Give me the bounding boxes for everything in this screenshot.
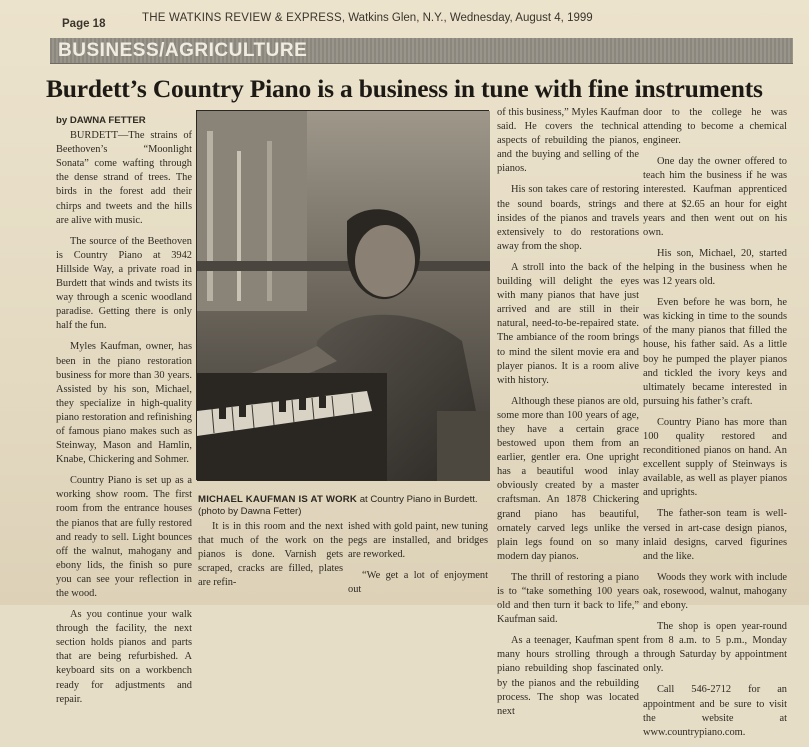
section-banner bbox=[50, 38, 793, 64]
paper-name: THE WATKINS REVIEW & EXPRESS bbox=[142, 12, 342, 24]
paragraph: The father-son team is well-versed in art-case design pianos, inlaid designs, carved figurines and the like. bbox=[643, 508, 787, 562]
paragraph: The source of the Beethoven is Country Piano at 3942 Hillside Way, a private road in Burdett that winds and twists its way through a scenic woodland paradise. Getting there is only half the fun. bbox=[56, 235, 192, 332]
paragraph: As a teenager, Kaufman spent many hours strolling through a piano rebuilding shop fascinated by the pianos and the rebuilding process. The shop was located next bbox=[497, 635, 639, 717]
paragraph: One day the owner offered to teach him the business if he was interested. Kaufman apprenticed there at $2.65 an hour for eight years and then went out on his own. bbox=[643, 156, 787, 238]
article-column-3 bbox=[348, 520, 488, 604]
article-photo bbox=[196, 110, 489, 480]
paragraph: It is in this room and the next that much of the work on the pianos is done. Varnish gets scraped, cracks are filled, plates are refin- bbox=[198, 521, 343, 589]
paragraph: His son, Michael, 20, started helping in the business when he was 12 years old. bbox=[643, 247, 787, 288]
page-number: Page 18 bbox=[62, 18, 106, 30]
paragraph: A stroll into the back of the building will delight the eyes with many pianos that have just arrived and are still in their natural, need-to-be-repaired state. The ambiance of the room brings to mind the silent movie era and player pianos. It is a room alive with history. bbox=[497, 261, 639, 386]
photo-illustration bbox=[197, 111, 490, 481]
paragraph: Although these pianos are old, some more than 100 years of age, they have a certain grace bestowed upon them from an earlier, gentler era. One upright has a beautiful wood inlay obviously created by a master craftsman. An 1878 Chickering grand piano has beautiful, ornately carved legs unlike the plain legs found on so many modern day pianos. bbox=[497, 395, 639, 562]
paragraph: ished with gold paint, new tuning pegs are installed, and bridges are reworked. bbox=[348, 521, 488, 561]
paragraph: Woods they work with include oak, rosewood, walnut, mahogany and ebony. bbox=[643, 571, 787, 611]
paragraph: Even before he was born, he was kicking in time to the sounds of the many pianos that filled the house, his father said. As a little boy he pumped the player pianos and tickled the ivory keys and ultimately became interested in pursuing his father’s craft. bbox=[643, 297, 787, 407]
caption-text: at Country Piano in Burdett. bbox=[357, 494, 478, 505]
section-label: BUSINESS/AGRICULTURE bbox=[58, 40, 308, 61]
paragraph: The thrill of restoring a piano is to “take something 100 years old and then turn it back to life,” Kaufman said. bbox=[497, 571, 639, 626]
paragraph: His son takes care of restoring the sound boards, strings and insides of the pianos and travels extensively to do restorations away from the shop. bbox=[497, 184, 639, 252]
paragraph: BURDETT—The strains of Beethoven’s “Moonlight Sonata” come wafting through the dense strand of trees. The birds in the forest add their chirps and tweets and the hills are alive with music. bbox=[56, 130, 192, 226]
article-column-4 bbox=[497, 106, 639, 726]
dateline: , Watkins Glen, N.Y., Wednesday, August 4, 1999 bbox=[341, 12, 593, 24]
paragraph: “We get a lot of enjoyment out bbox=[348, 570, 488, 596]
photo-caption bbox=[198, 494, 490, 518]
article-headline: Burdett’s Country Piano is a business in tune with fine instruments bbox=[46, 74, 763, 103]
article-column-5 bbox=[643, 106, 787, 747]
article-column-1 bbox=[56, 114, 192, 714]
paragraph: Country Piano is set up as a working show room. The first room from the entrance houses the pianos that are fully restored and ready to sell. Light bounces off the walnut, mahogany and ebony lids, the finish so pure you can see your reflection in the wood. bbox=[56, 475, 192, 599]
paragraph: Myles Kaufman, owner, has been in the piano restoration business for more than 30 years. Assisted by his son, Michael, they specialize in high-quality piano restoration and refinishing of famous piano makes such as Steinway, Mason and Hamlin, Knabe, Chickering and Sohmer. bbox=[56, 341, 192, 466]
byline: by DAWNA FETTER bbox=[56, 115, 146, 126]
caption-head: MICHAEL KAUFMAN IS AT WORK bbox=[198, 494, 358, 505]
paragraph: door to the college he was attending to become a chemical engineer. bbox=[643, 107, 787, 147]
paragraph: of this business,” Myles Kaufman said. He covers the technical aspects of rebuilding the pianos, and the buying and selling of the pianos. bbox=[497, 107, 639, 175]
paragraph: The shop is open year-round from 8 a.m. to 5 p.m., Monday through Saturday by appointment only. bbox=[643, 621, 787, 675]
photo-credit: (photo by Dawna Fetter) bbox=[198, 506, 302, 517]
paragraph: Country Piano has more than 100 quality restored and reconditioned pianos on hand. An excellent supply of Steinways is available, as well as player pianos and uprights. bbox=[643, 416, 787, 499]
paragraph: As you continue your walk through the facility, the next section holds pianos and parts that are being refurbished. A keyboard sits on a workbench ready for adjustments and repair. bbox=[56, 609, 192, 705]
paper-line bbox=[142, 12, 593, 24]
paragraph: Call 546-2712 for an appointment and be sure to visit the website at www.countrypiano.com. bbox=[643, 684, 787, 738]
article-column-2 bbox=[198, 520, 343, 597]
